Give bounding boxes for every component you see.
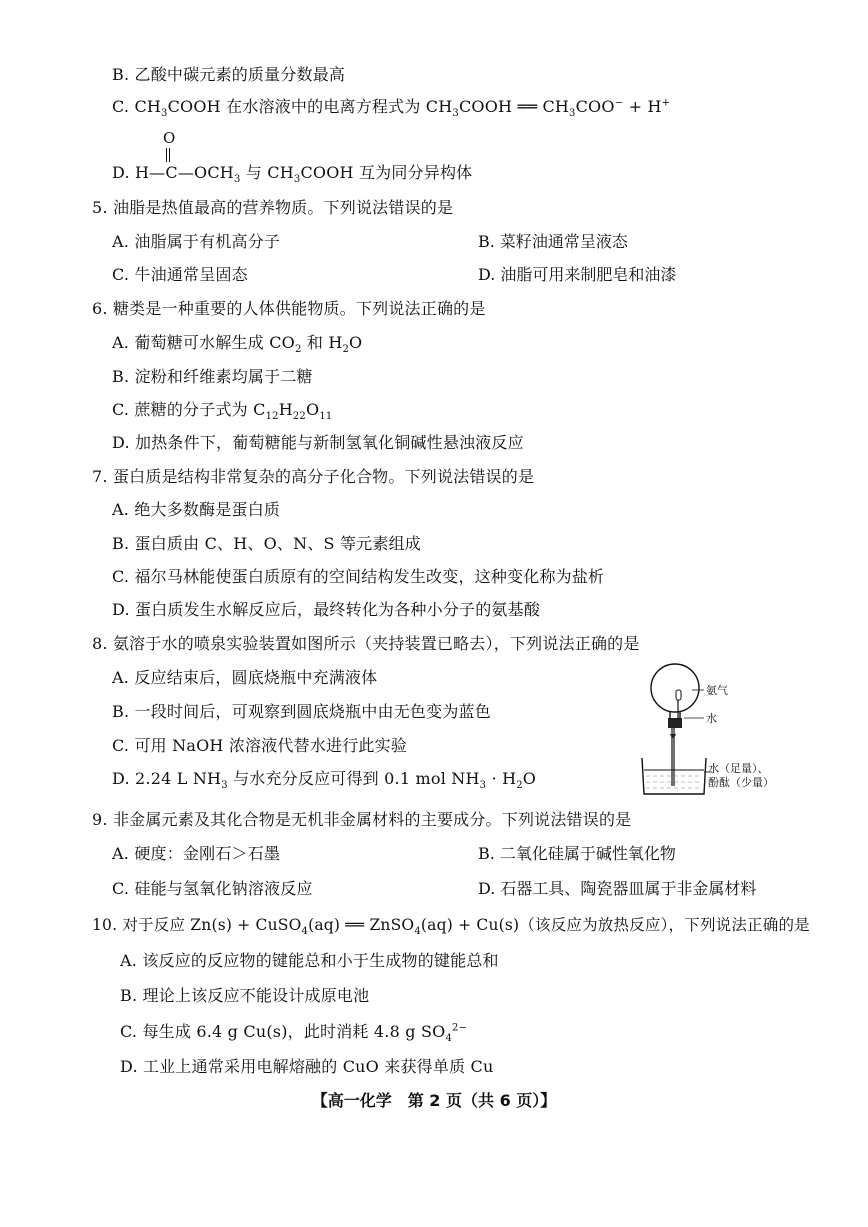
q9-option-d-text: D. 石器工具、陶瓷器皿属于非金属材料	[478, 879, 757, 898]
double-bond	[166, 148, 170, 162]
q8d-sub: 3	[479, 780, 487, 792]
q10-option-d-text: D. 工业上通常采用电解熔融的 CuO 来获得单质 Cu	[120, 1057, 494, 1076]
q4d-part: D. H—C—OCH	[112, 163, 234, 182]
q6c-sub: 12	[265, 411, 279, 423]
q5-option-c-text: C. 牛油通常呈固态	[112, 265, 248, 284]
q6-option-c	[112, 399, 332, 421]
q6a-sub: 2	[342, 344, 350, 356]
q6-stem	[92, 298, 486, 320]
q7-option-b-text: B. 蛋白质由 C、H、O、N、S 等元素组成	[112, 534, 421, 553]
label-phenolphthalein: 酚酞（少量）	[708, 776, 774, 789]
q6c-part: C. 蔗糖的分子式为 C	[112, 400, 266, 419]
q5-option-d-text: D. 油脂可用来制肥皂和油漆	[478, 265, 677, 284]
q10-part: (aq) + Cu(s)（该反应为放热反应），下列说法正确的是	[420, 916, 810, 934]
fountain-experiment-figure	[600, 660, 780, 800]
q8d-sub: 2	[516, 780, 523, 792]
q9-option-c-text: C. 硅能与氢氧化钠溶液反应	[112, 879, 313, 898]
page-footer: 【高一化学 第 2 页（共 6 页）】	[311, 1091, 557, 1110]
q5-option-a-text: A. 油脂属于有机高分子	[112, 232, 281, 251]
q7-stem-text: 7. 蛋白质是结构非常复杂的高分子化合物。下列说法错误的是	[92, 467, 535, 486]
q4c-sub: 3	[452, 108, 459, 120]
q4c-part: COOH 在水溶液中的电离方程式为 CH	[167, 97, 453, 116]
q7-stem	[92, 466, 534, 488]
q8d-part: 与水充分反应可得到 0.1 mol NH	[227, 769, 480, 788]
q8-option-c-text: C. 可用 NaOH 浓溶液代替水进行此实验	[112, 736, 408, 755]
q10-sub: 4	[301, 926, 309, 938]
q9-option-a-text: A. 硬度：金刚石＞石墨	[112, 844, 281, 863]
q6a-part: 和 H	[301, 333, 343, 352]
q8d-part: D. 2.24 L NH	[112, 769, 222, 788]
q7-option-d	[112, 599, 540, 621]
q8-option-b	[112, 701, 491, 723]
q4c-part: C. CH	[112, 97, 162, 116]
q8-option-c	[112, 735, 407, 757]
q6-option-d-text: D. 加热条件下，葡萄糖能与新制氢氧化铜碱性悬浊液反应	[112, 433, 524, 452]
q10c-sub: 4	[445, 1033, 453, 1045]
q10-option-b	[120, 985, 369, 1007]
q5-option-b	[478, 231, 628, 253]
q5-stem-text: 5. 油脂是热值最高的营养物质。下列说法错误的是	[92, 198, 454, 217]
q6-stem-text: 6. 糖类是一种重要的人体供能物质。下列说法正确的是	[92, 299, 486, 318]
label-water: 水	[706, 712, 717, 725]
q10-option-c	[120, 1021, 467, 1043]
rubber-stopper	[668, 718, 682, 728]
q8d-part: O	[522, 769, 537, 788]
carbonyl-oxygen: O	[163, 129, 176, 147]
q4-option-b	[112, 64, 345, 86]
q6-option-a	[112, 332, 362, 354]
q8-option-a	[112, 667, 377, 689]
q4c-sub: 3	[569, 108, 576, 120]
flask-bulb	[651, 664, 699, 712]
q8-option-d	[112, 768, 536, 790]
q4c-sub: 3	[161, 108, 168, 120]
q4c-sup: +	[661, 97, 671, 109]
q9-stem	[92, 809, 631, 831]
q4c-part: COOH ══ CH	[458, 97, 570, 116]
q10-stem	[92, 914, 810, 936]
dropper-bulb	[676, 690, 681, 700]
q6c-part: O	[305, 400, 320, 419]
q4d-part: 与 CH	[240, 163, 294, 182]
q9-stem-text: 9. 非金属元素及其化合物是无机非金属材料的主要成分。下列说法错误的是	[92, 810, 632, 829]
q10-option-b-text: B. 理论上该反应不能设计成原电池	[120, 986, 370, 1005]
q7-option-c-text: C. 福尔马林能使蛋白质原有的空间结构发生改变，这种变化称为盐析	[112, 567, 605, 586]
q5-option-a	[112, 231, 280, 253]
q6c-sub: 22	[292, 411, 306, 423]
q5-option-d	[478, 264, 676, 286]
q9-option-d	[478, 878, 756, 900]
q7-option-d-text: D. 蛋白质发生水解反应后，最终转化为各种小分子的氨基酸	[112, 600, 541, 619]
q8d-sub: 3	[221, 780, 228, 792]
q9-option-a	[112, 843, 280, 865]
label-water-excess: 水（足量）、	[708, 762, 769, 775]
q7-option-a	[112, 499, 280, 521]
q6a-part: O	[349, 333, 363, 352]
q6c-sub: 11	[319, 411, 333, 423]
label-ammonia: 氨气	[706, 684, 728, 697]
q10-option-a	[120, 950, 499, 972]
q9-option-b-text: B. 二氧化硅属于碱性氧化物	[478, 844, 676, 863]
q10c-sup: 2−	[452, 1022, 468, 1034]
q10c-part: C. 每生成 6.4 g Cu(s)，此时消耗 4.8 g SO	[120, 1022, 446, 1041]
q4c-part: + H	[623, 97, 662, 116]
q4d-sub: 3	[233, 174, 241, 186]
q4-option-b-text: B. 乙酸中碳元素的质量分数最高	[112, 65, 346, 84]
q7-option-c	[112, 566, 604, 588]
q10-option-a-text: A. 该反应的反应物的键能总和小于生成物的键能总和	[120, 951, 499, 970]
q10-part: (aq) ══ ZnSO	[308, 916, 415, 934]
q4-option-c	[112, 96, 670, 118]
q8-stem-text: 8. 氨溶于水的喷泉实验装置如图所示（夹持装置已略去），下列说法正确的是	[92, 634, 640, 653]
q6a-part: A. 葡萄糖可水解生成 CO	[112, 333, 295, 352]
q4-option-d	[112, 162, 472, 184]
q4c-part: COO	[575, 97, 615, 116]
q6-option-d	[112, 432, 524, 454]
q7-option-a-text: A. 绝大多数酶是蛋白质	[112, 500, 281, 519]
q8-option-b-text: B. 一段时间后，可观察到圆底烧瓶中由无色变为蓝色	[112, 702, 491, 721]
q8-option-a-text: A. 反应结束后，圆底烧瓶中充满液体	[112, 668, 378, 687]
q6a-sub: 2	[294, 344, 302, 356]
q8-stem	[92, 633, 640, 655]
q8d-part: · H	[486, 769, 517, 788]
q9-option-b	[478, 843, 676, 865]
q10-part: 10. 对于反应 Zn(s) + CuSO	[92, 916, 302, 934]
q9-option-c	[112, 878, 313, 900]
q10-option-d	[120, 1056, 494, 1078]
clamp	[670, 734, 676, 738]
q5-option-c	[112, 264, 248, 286]
q6c-part: H	[278, 400, 293, 419]
q7-option-b	[112, 533, 421, 555]
q6-option-b-text: B. 淀粉和纤维素均属于二糖	[112, 367, 313, 386]
q5-stem	[92, 197, 453, 219]
q10-sub: 4	[414, 926, 421, 938]
q4d-sub: 3	[293, 174, 301, 186]
q4c-sup: −	[614, 97, 624, 109]
q6-option-b	[112, 366, 313, 388]
q4d-part: COOH 互为同分异构体	[300, 163, 473, 182]
q5-option-b-text: B. 菜籽油通常呈液态	[478, 232, 628, 251]
